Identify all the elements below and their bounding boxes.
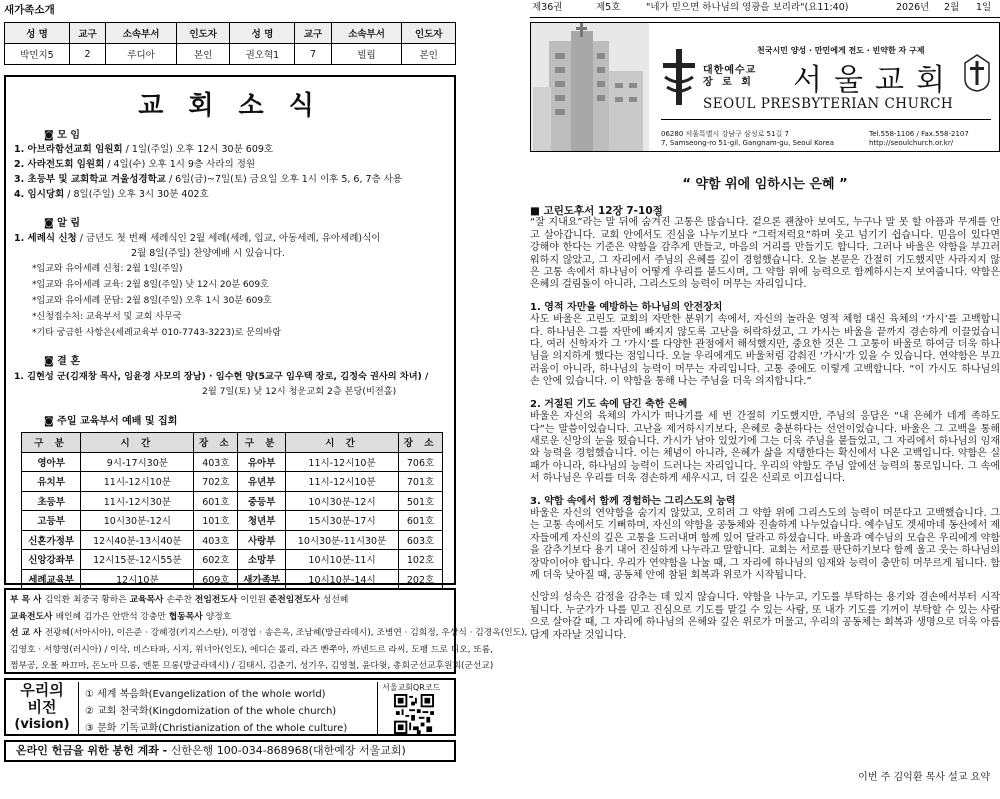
masthead-divider [661,119,991,120]
education-cell: 10시30분-11시30분 [285,530,398,550]
staff-row [10,658,494,675]
year: 2026년 [896,2,930,13]
new-family-cell: 루디아 [106,44,177,65]
new-family-header: 소속부서 [106,23,177,44]
education-row [22,569,443,589]
staff-names: 배인혜 김가은 안반석 강충만 [55,611,169,622]
education-cell: 유아부 [238,452,286,472]
news-title: 교 회 소 식 [138,91,322,121]
point-3-heading: 3. 약함 속에서 함께 경험하는 그리스도의 능력 [530,495,736,507]
staff-role: 교육목사 [129,595,167,605]
new-family-title: 새가족소개 [4,4,55,16]
issue-header [530,0,1000,18]
education-header: 시 간 [81,433,194,453]
baptism-subitem: *기타 궁금한 사항은(세례교육부 010-7743-3223)로 문의바람 [32,328,281,338]
new-family-header: 교구 [295,23,331,44]
new-family-cell: 2 [69,44,105,65]
staff-names: 손주찬 [166,595,195,605]
education-cell: 102호 [399,550,443,570]
education-row [22,550,443,570]
vision-item: ① 세계 복음화(Evangelization of the whole world) [85,689,326,700]
sermon-title: “ 약함 위에 임하시는 은혜 ” [682,177,848,192]
education-cell: 602호 [194,550,238,570]
issue: 제5호 [596,2,621,13]
education-cell: 702호 [194,472,238,492]
sermon-intro: “잘 지내요”라는 말 뒤에 숨겨진 고통은 많습니다. 겉으론 괜찮아 보여도, 누구나 말 못 할 아픔과 무게를 안고 살아갑니다. 교회 안에서도 진심을 나누기보다 “그럭저럭요”하며 웃고 넘기기 쉽습니다. 믿음이 있다면 강해야 한다는 기준은 약함을 감추게 만들고, 마음의 거리를 만들기도 합니다. 그러나 바울은 약함을 부끄러워하지 않았고, 그 자리에서 주님의 은혜를 깊이 경험했습니다. 오늘 본문은 간절히 기도했지만 사라지지 않은 고통 속에서 하나님이 어떻게 우리를 붙드시며, 그 약함 위에 능력으로 함께하시는지 보여줍니다. 약함은 은혜의 걸림돌이 아니라, 그리스도의 능력이 머무는 자리입니다. [530,217,1000,291]
wedding-line-cont: 2월 7일(토) 낮 12시 청운교회 2층 본당(비전홀) [202,386,397,397]
vision-list [78,682,378,734]
education-cell: 10시30분-12시 [285,491,398,511]
staff-role: 부 목 사 [10,595,45,605]
day: 1일 [976,2,992,13]
wedding-line: 1. 김현성 군(김재창 목사, 임윤경 사모의 장남) · 임수현 양(5교구 임우택 장로, 김정숙 권사의 차녀) / [14,371,429,382]
education-cell: 403호 [194,530,238,550]
gathering-item: 4. 임시당회 / 8일(주일) 오후 3시 30분 402호 [14,189,209,200]
education-row [22,491,443,511]
gathering-item: 3. 초등부 및 교회학교 겨울성경학교 / 6일(금)~7일(토) 금요일 오후 1시 이후 5, 6, 7층 사용 [14,174,403,185]
staff-role: 협동목사 [168,611,206,622]
education-cell: 601호 [399,511,443,531]
new-family-cell: 본인 [402,44,456,65]
education-cell: 403호 [194,452,238,472]
education-cell: 701호 [399,472,443,492]
sermon-closing: 신앙의 성숙은 감정을 감추는 데 있지 않습니다. 약함을 나누고, 기도를 부탁하는 용기와 겸손에서부터 시작됩니다. 누군가가 나를 믿고 진심으로 기도를 맡길 수 있는 사람, 또 내가 기도를 기꺼이 부탁할 수 있는 사람으로 살아갈 때, 그 자리에 하나님의 은혜와 깊은 위로가 머물고, 우리의 공동체는 회복과 생명으로 더욱 아름답게 자라날 것입니다. [530,592,1000,641]
staff-names: 전광혜(서아시아), 이은준 · 강혜경(키지스스탄), 이경엽 · 송은옥, 조남혜(방글라데시), 조병연 · 김희정, 우상식 · 김경옥(인도), [44,628,528,638]
education-cell: 중등부 [238,491,286,511]
staff-names: 김영호 · 서향영(러시아) / 이삭, 비스타파, 시지, 위너아(인도), 에디슨 롤리, 라즈 빤쭈아, 까넨드르 라씨, 도팽 드로 디오, 또롬, [10,644,494,655]
point-2-heading: 2. 거절된 기도 속에 담긴 축한 은혜 [530,398,688,410]
new-family-cell: 본인 [176,44,230,65]
sermon-body [530,205,1000,652]
church-news-box [4,75,456,585]
baptism-subitem: *입교와 유아세례 교육: 2월 8일(주일) 낮 12시 20분 609호 [32,280,269,290]
preacher-credit: 이번 주 김익환 목사 설교 요약 [858,772,990,783]
new-family-header: 교구 [69,23,105,44]
church-contact: Tel.558-1106 / Fax.558-2107 http://seoulchurch.or.kr/ [869,130,969,147]
point-2-text: 바울은 자신의 육체의 가시가 떠나기를 세 번 간절히 기도했지만, 주님의 응답은 “내 은혜가 네게 족하도다”는 말씀이었습니다. 고난을 제거하시기보다, 은혜로 충분하다는 선언이었습니다. 바울은 그 고백을 통해 새로운 신앙의 눈을 떴습니다. 가시가 남아 있었기에 그는 더욱 주님을 붙들었고, 그 자리에서 하나님의 임재와 능력을 경험했습니다. 이는 체념이 아니라, 은혜가 삶을 지탱한다는 확신에서 나온 고백입니다. 약함은 실패가 아니라, 하나님의 능력이 드러나는 자리입니다. 우리의 약함도 주님 앞에선 능력의 통로입니다. 그 속에서 하나님은 우리를 더욱 겸손하게 세우시고, 더 깊은 신뢰로 이끄십니다. [530,411,1000,485]
staff-role: 준전임전도사 [268,595,323,605]
church-english-name: SEOUL PRESBYTERIAN CHURCH [703,96,954,112]
header-verse: "네가 믿으면 하나님의 영광을 보리라"(요11:40) [646,2,849,13]
staff-names: 쩜부공, 오몰 짜끄마, 돈노마 므롱, 엔툰 므롱(방글라데시) / 김태시, 김춘기, 성기우, 김영철, 윤다윗, 총회군선교후원회(군선교) [10,661,494,671]
education-cell: 706호 [399,452,443,472]
education-cell: 유년부 [238,472,286,492]
gatherings-heading: ◙ 모 임 [44,130,80,141]
education-cell: 12시15분-12시55분 [81,550,194,570]
education-cell: 15시30분-17시 [285,511,398,531]
denomination-line2: 장 로 회 [703,77,754,88]
church-slogan: 천국시민 양성 · 만민에게 전도 · 빈약한 자 구제 [757,46,925,55]
staff-names: 성선혜 [322,595,349,605]
church-name: 서울교회 [793,63,957,98]
church-seal-icon [963,53,991,93]
education-cell: 사랑부 [238,530,286,550]
new-family-table [4,22,456,65]
church-cross-logo-icon [659,47,699,107]
qr-code-icon[interactable] [394,694,434,734]
education-cell: 10시10분-14시 [285,569,398,589]
education-header: 구 분 [238,433,286,453]
point-1-text: 사도 바울은 고린도 교회의 자만한 분위기 속에서, 자신의 놀라운 영적 체험 대신 육체의 ‘가시’를 고백합니다. 하나님은 그를 자만에 빠지지 않도록 고난을 허락하셨고, 그 가시는 바울을 끝까지 겸손하게 이끌었습니다. 여러 신학자가 그 ‘가시’를 다양한 관점에서 해석했지만, 중요한 것은 그 고통이 바울로 하여금 더욱 하나님을 의지하게 했다는 점입니다. 오늘 우리에게도 바울처럼 감춰진 ‘가시’가 있을 수 있습니다. 연약함은 부끄러움이 아니라, 하나님의 능력이 머무는 자리입니다. 고통 중에도 이렇게 고백합니다. “이 가시도 하나님의 손 안에 있습니다. 이 약함을 통해 나는 주님을 더욱 의지합니다.” [530,314,1000,388]
education-header: 시 간 [285,433,398,453]
new-family-header: 소속부서 [331,23,402,44]
new-family-header: 성 명 [230,23,295,44]
education-cell: 603호 [399,530,443,550]
staff-row [10,592,450,609]
education-cell: 11시-12시10분 [285,452,398,472]
education-cell: 청년부 [238,511,286,531]
education-cell: 세례교육부 [22,569,81,589]
education-cell: 영아부 [22,452,81,472]
staff-role: 선 교 사 [10,628,45,638]
new-family-header: 성 명 [5,23,70,44]
volume: 제36권 [532,2,563,13]
staff-box [4,588,528,674]
education-header: 장 소 [399,433,443,453]
qr-label: 서울교회QR코드 [382,683,441,692]
new-family-cell: 권오혁1 [230,44,295,65]
vision-item: ② 교회 천국화(Kingdomization of the whole church) [85,706,337,717]
education-header: 구 분 [22,433,81,453]
new-family-cell: 7 [295,44,331,65]
staff-names: 김익환 최중국 황하은 [44,595,130,605]
giving-account: 온라인 헌금을 위한 봉헌 계좌 - 신한은행 100-034-868968(대한예장 서울교회) [4,740,456,762]
baptism-notice: 1. 세례식 신청 / 금년도 첫 번째 세례식인 2월 세례(세례, 입교, 아동세례, 유아세례)식이 [14,233,381,244]
church-building-photo [531,23,649,151]
education-row [22,452,443,472]
education-cell: 12시40분-13시40분 [81,530,194,550]
month: 2월 [944,2,960,13]
education-cell: 101호 [194,511,238,531]
gathering-item: 2. 사라전도회 임원회 / 4일(수) 오후 1시 9층 사라의 정원 [14,159,256,170]
staff-names: 양정호 [205,611,232,622]
vision-item: ③ 문화 기독교화(Christianization of the whole culture) [85,723,348,734]
education-cell: 소망부 [238,550,286,570]
education-heading: ◙ 주일 교육부서 예배 및 집회 [44,416,178,427]
staff-role: 전임전도사 [194,595,241,605]
education-cell: 초등부 [22,491,81,511]
baptism-subitem: *신청접수처: 교육부서 및 교회 사무국 [32,312,182,322]
staff-role: 교육전도사 [10,611,56,622]
education-cell: 11시-12시10분 [81,472,194,492]
education-row [22,530,443,550]
education-row [22,472,443,492]
staff-row [10,609,450,626]
education-cell: 202호 [399,569,443,589]
new-family-cell: 박민지5 [5,44,70,65]
vision-label: 우리의 비전 (vision) [14,681,70,732]
education-cell: 신혼가정부 [22,530,81,550]
church-address: 06280 서울특별시 강남구 삼성로 51길 7 7, Samseong-ro 51-gil, Gangnam-gu, Seoul Korea [661,130,835,147]
education-cell: 새가족부 [238,569,286,589]
education-cell: 10시10분-11시 [285,550,398,570]
education-cell: 신앙강좌부 [22,550,81,570]
staff-row [10,642,494,659]
education-table [21,432,443,589]
education-cell: 609호 [194,569,238,589]
right-page [530,0,1000,799]
vision-box [4,678,456,736]
new-family-header: 인도자 [176,23,230,44]
point-3-text: 바울은 자신의 연약함을 숨기지 않았고, 오히려 그 약함 위에 그리스도의 능력이 머문다고 고백했습니다. 그는 고통 속에서도 기뻐하며, 자신의 약함을 공동체와 진솔하게 나누었습니다. 예수님도 겟세마네 동산에서 제자들에게 자신의 깊은 고통을 드러내며 함께 있어 달라고 하셨습니다. 바울과 예수님의 모습은 우리에게 약함을 감추기보다 용기 내어 진실하게 나누라고 말합니다. 교회는 서로를 판단하기보다 함께 울고 웃는 하나님의 장막이어야 합니다. 우리가 연약함을 나눌 때, 그 자리에 하나님의 임재와 능력이 충만히 머무르게 됩니다. 함께 더욱 낮아질 때, 공동체 안에 참된 회복과 위로가 시작됩니다. [530,507,1000,581]
baptism-notice-cont: 2월 8일(주일) 찬양예배 시 있습니다. [131,248,285,259]
education-row [22,511,443,531]
masthead [530,22,1000,152]
education-cell: 유치부 [22,472,81,492]
scripture-reference: ■ 고린도후서 12장 7-10절 [530,205,663,217]
education-cell: 11시-12시10분 [285,472,398,492]
baptism-subitem: *입교와 유아세례 신청: 2월 1일(주일) [32,264,183,274]
wedding-heading: ◙ 결 혼 [44,356,80,367]
education-cell: 501호 [399,491,443,511]
denomination-line1: 대한예수교 [703,65,757,76]
baptism-subitem: *입교와 유아세례 문답: 2월 8일(주일) 오후 1시 30분 609호 [32,296,272,306]
education-cell: 12시10분 [81,569,194,589]
notices-heading: ◙ 알 림 [44,218,80,229]
education-header: 장 소 [194,433,238,453]
education-cell: 11시-12시30분 [81,491,194,511]
staff-names: 이인원 [240,595,269,605]
new-family-cell: 빌립 [331,44,402,65]
education-cell: 고등부 [22,511,81,531]
gathering-item: 1. 아브라함선교회 임원회 / 1일(주일) 오후 12시 30분 609호 [14,144,274,155]
education-cell: 601호 [194,491,238,511]
staff-row [10,625,528,642]
new-family-header: 인도자 [402,23,456,44]
education-cell: 9시-17시30분 [81,452,194,472]
education-cell: 10시30분-12시 [81,511,194,531]
point-1-heading: 1. 영적 자만을 예방하는 하나님의 안전장치 [530,301,723,313]
